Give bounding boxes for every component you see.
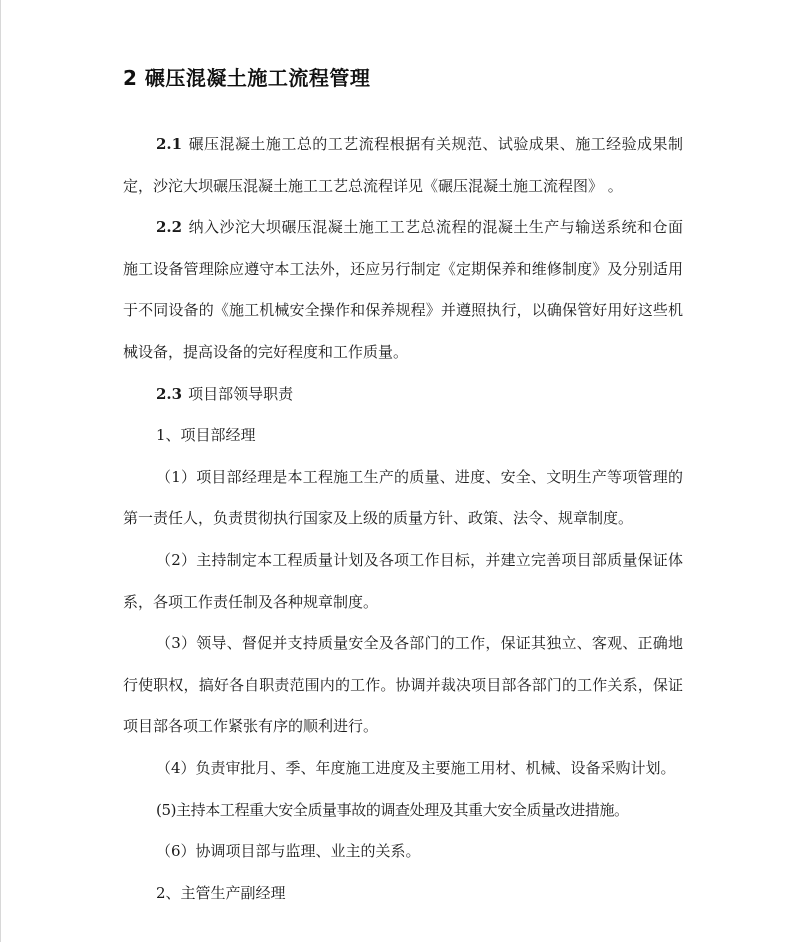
section-number-2-3: 2.3 [156,384,183,403]
role-heading-project-manager: 1、项目部经理 [156,426,256,445]
list-item-2: （2）主持制定本工程质量计划及各项工作目标，并建立完善项目部质量保证体系，各项工作责任制及各种规章制度。 [123,550,683,611]
section-number-2-2: 2.2 [156,218,183,237]
paragraph-2-1-text: 碾压混凝土施工总的工艺流程根据有关规范、试验成果、施工经验成果制定，沙沱大坝碾压混凝土施工工艺总流程详见《碾压混凝土施工流程图》 。 [123,135,683,195]
list-item-1: （1）项目部经理是本工程施工生产的质量、进度、安全、文明生产等项管理的第一责任人，负责贯彻执行国家及上级的质量方针、政策、法令、规章制度。 [123,467,683,528]
document-title: 2 碾压混凝土施工流程管理 [123,66,371,90]
list-item-5: (5)主持本工程重大安全质量事故的调查处理及其重大安全质量改进措施。 [156,800,629,819]
section-heading-2-3-text: 项目部领导职责 [188,384,294,403]
paragraph-2-1 [123,124,683,207]
section-heading-2-3 [123,374,683,416]
list-item-6: （6）协调项目部与监理、业主的关系。 [156,842,421,861]
paragraph-2-2 [123,207,683,373]
list-item-3: （3）领导、督促并支持质量安全及各部门的工作，保证其独立、客观、正确地行使职权，搞好各自职责范围内的工作。协调并裁决项目部各部门的工作关系，保证项目部各项工作紧张有序的顺利进行。 [123,634,683,736]
paragraph-2-2-text: 纳入沙沱大坝碾压混凝土施工工艺总流程的混凝土生产与输送系统和仓面施工设备管理除应遵守本工法外，还应另行制定《定期保养和维修制度》及分别适用于不同设备的《施工机械安全操作和保养规程》并遵照执行，以确保管好用好这些机械设备，提高设备的完好程度和工作质量。 [123,218,683,361]
role-heading-deputy-manager: 2、主管生产副经理 [156,883,286,902]
section-number-2-1: 2.1 [156,135,183,153]
page-edge-divider [0,0,1,942]
document-body [123,124,683,914]
list-item-4: （4）负责审批月、季、年度施工进度及主要施工用材、机械、设备采购计划。 [156,758,676,777]
